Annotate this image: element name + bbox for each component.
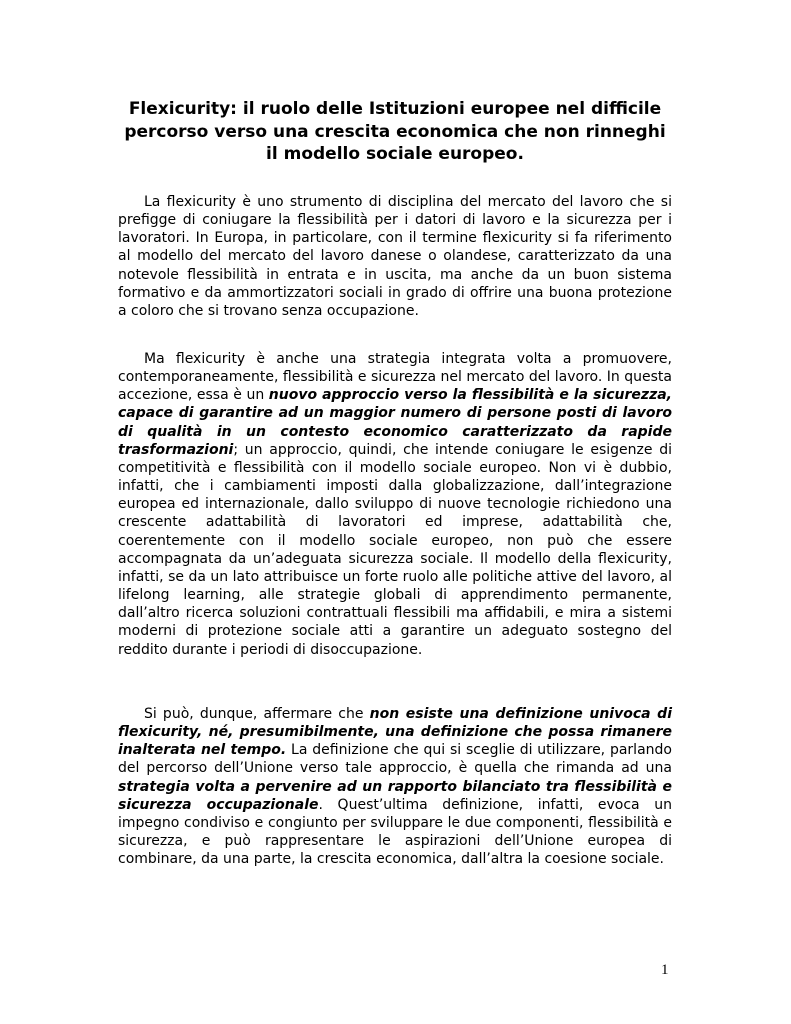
paragraph-2 (118, 350, 672, 659)
document-title: Flexicurity: il ruolo delle Istituzioni europee nel difficile percorso verso una crescita economica che non rinneghi il modello sociale europeo. (124, 99, 666, 164)
emphasized-text: strategia volta a pervenire ad un rapporto bilanciato tra flessibilità e sicurezza occupazionale (118, 778, 672, 813)
paragraph-text: La definizione che qui si sceglie di utilizzare, parlando del percorso dell’Unione verso tale approccio, è quella che rimanda ad una (118, 742, 672, 777)
paragraph-text: La flexicurity è uno strumento di disciplina del mercato del lavoro che si prefigge di coniugare la flessibilità per i datori di lavoro e la sicurezza per i lavoratori. In Europa, in particolare, con il termine flexicurity si fa riferimento al modello del mercato del lavoro danese o olandese, caratterizzato da una notevole flessibilità in entrata e in uscita, ma anche da un buon sistema formativo e da ammortizzatori sociali in grado di offrire una buona protezione a coloro che si trovano senza occupazione. (118, 194, 672, 319)
paragraph-text: ; un approccio, quindi, che intende coniugare le esigenze di competitività e flessibilità con il modello sociale europeo. Non vi è dubbio, infatti, che i cambiamenti imposti dalla globalizzazione, dall’integrazione europea ed internazionale, dallo sviluppo di nuove tecnologie richiedono una crescente adattabilità di lavoratori ed imprese, adattabilità che, coerentemente con il modello sociale europeo, non può che essere accompagnata da un’adeguata sicurezza sociale. Il modello della flexicurity, infatti, se da un lato attribuisce un forte ruolo alle politiche attive del lavoro, al lifelong learning, alle strategie globali di apprendimento permanente, dall’altro ricerca soluzioni contrattuali flessibili ma affidabili, e mira a sistemi moderni di protezione sociale atti a garantire un adeguato sostegno del reddito durante i periodi di disoccupazione. (118, 441, 672, 658)
emphasized-text: nuovo approccio verso la flessibilità e la sicurezza, capace di garantire ad un maggior numero di persone posti di lavoro di qualità in un contesto economico caratterizzato da rapide trasformazioni (118, 387, 672, 458)
paragraph-text: Ma flexicurity è anche una strategia integrata volta a promuovere, contemporaneamente, flessibilità e sicurezza nel mercato del lavoro. In questa accezione, essa è un (118, 351, 672, 404)
paragraph-3 (118, 705, 672, 868)
emphasized-text: non esiste una definizione univoca di flexicurity, né, presumibilmente, una definizione che possa rimanere inalterata nel tempo. (118, 706, 672, 759)
paragraph-text: Si può, dunque, affermare che (144, 706, 370, 722)
paragraph-1 (118, 193, 672, 320)
page-number: 1 (661, 962, 669, 978)
paragraph-text: . Quest’ultima definizione, infatti, evoca un impegno condiviso e congiunto per sviluppare le due componenti, flessibilità e sicurezza, e può rappresentare le aspirazioni dell’Unione europea di combinare, da una parte, la crescita economica, dall’altra la coesione sociale. (118, 796, 672, 868)
